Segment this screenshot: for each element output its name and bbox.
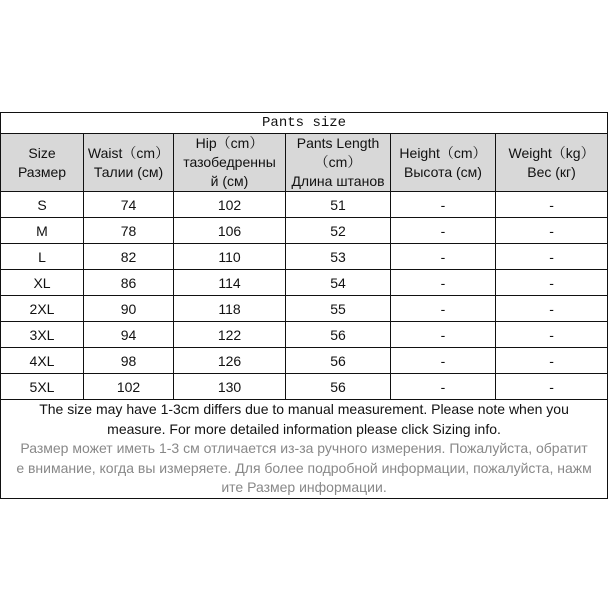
cell-waist: 94 [84,322,174,348]
table-title: Pants size [1,113,608,134]
cell-height: - [391,348,496,374]
cell-waist: 90 [84,296,174,322]
cell-size: 5XL [1,374,84,400]
header-label-line: Вес (кг) [527,163,576,180]
header-label-line: Размер [17,163,67,180]
header-label-line: Waist（cm） [87,144,170,161]
cell-height: - [391,322,496,348]
header-hip [174,134,286,192]
cell-waist: 86 [84,270,174,296]
cell-pants-length: 51 [286,192,391,218]
cell-weight: - [496,374,608,400]
cell-waist: 78 [84,218,174,244]
cell-size: L [1,244,84,270]
table-row [1,296,608,322]
cell-waist: 98 [84,348,174,374]
cell-pants-length: 55 [286,296,391,322]
cell-hip: 106 [174,218,286,244]
cell-weight: - [496,244,608,270]
cell-height: - [391,192,496,218]
header-label-line: Size [28,144,56,161]
header-weight [496,134,608,192]
cell-weight: - [496,296,608,322]
header-pants-length [286,134,391,192]
cell-height: - [391,296,496,322]
header-label-line: Длина штанов [291,173,385,189]
header-label-line: Height（cm） [399,144,487,161]
table-row [1,270,608,296]
cell-size: 4XL [1,348,84,374]
cell-hip: 118 [174,296,286,322]
table-row [1,322,608,348]
cell-size: 3XL [1,322,84,348]
cell-weight: - [496,348,608,374]
note-line-ru: Размер может иметь 1-3 см отличается из-за ручного измерения. Пожалуйста, обратит [20,440,588,456]
header-label-line: Weight（kg） [508,144,595,161]
cell-height: - [391,374,496,400]
cell-size: S [1,192,84,218]
header-label-line: Pants Length [296,135,380,151]
cell-pants-length: 56 [286,322,391,348]
cell-weight: - [496,270,608,296]
header-label-line: тазобедренны [183,154,276,170]
cell-weight: - [496,322,608,348]
note-line-ru: е внимание, когда вы измеряете. Для более подробной информации, пожалуйста, нажм [16,459,592,476]
cell-size: XL [1,270,84,296]
cell-hip: 122 [174,322,286,348]
cell-height: - [391,218,496,244]
cell-height: - [391,244,496,270]
header-row [1,134,608,192]
note-line-ru: ите Размер информации. [221,479,387,495]
cell-pants-length: 56 [286,374,391,400]
cell-hip: 126 [174,348,286,374]
header-waist [84,134,174,192]
table-row [1,192,608,218]
cell-size: M [1,218,84,244]
header-label-line: （cm） [314,154,362,170]
note-line-en: The size may have 1-3cm differs due to manual measurement. Please note when you [39,401,569,417]
table-row [1,218,608,244]
table-row [1,348,608,374]
pants-size-table [0,112,608,499]
measurement-note [1,400,608,499]
table-row [1,244,608,270]
table-row [1,374,608,400]
header-label-line: й (см) [210,173,249,189]
header-label-line: Высота (см) [404,163,482,180]
cell-weight: - [496,192,608,218]
cell-waist: 102 [84,374,174,400]
cell-pants-length: 53 [286,244,391,270]
cell-hip: 114 [174,270,286,296]
note-line-en: measure. For more detailed information please click Sizing info. [107,420,501,437]
cell-hip: 130 [174,374,286,400]
cell-height: - [391,270,496,296]
header-label-line: Талии (см) [93,163,164,180]
cell-pants-length: 54 [286,270,391,296]
cell-hip: 110 [174,244,286,270]
cell-waist: 82 [84,244,174,270]
notes-row [1,400,608,499]
header-label-line: Hip（cm） [195,135,264,151]
cell-pants-length: 56 [286,348,391,374]
cell-waist: 74 [84,192,174,218]
cell-weight: - [496,218,608,244]
cell-pants-length: 52 [286,218,391,244]
header-size [1,134,84,192]
title-row [1,113,608,134]
header-height [391,134,496,192]
cell-size: 2XL [1,296,84,322]
cell-hip: 102 [174,192,286,218]
